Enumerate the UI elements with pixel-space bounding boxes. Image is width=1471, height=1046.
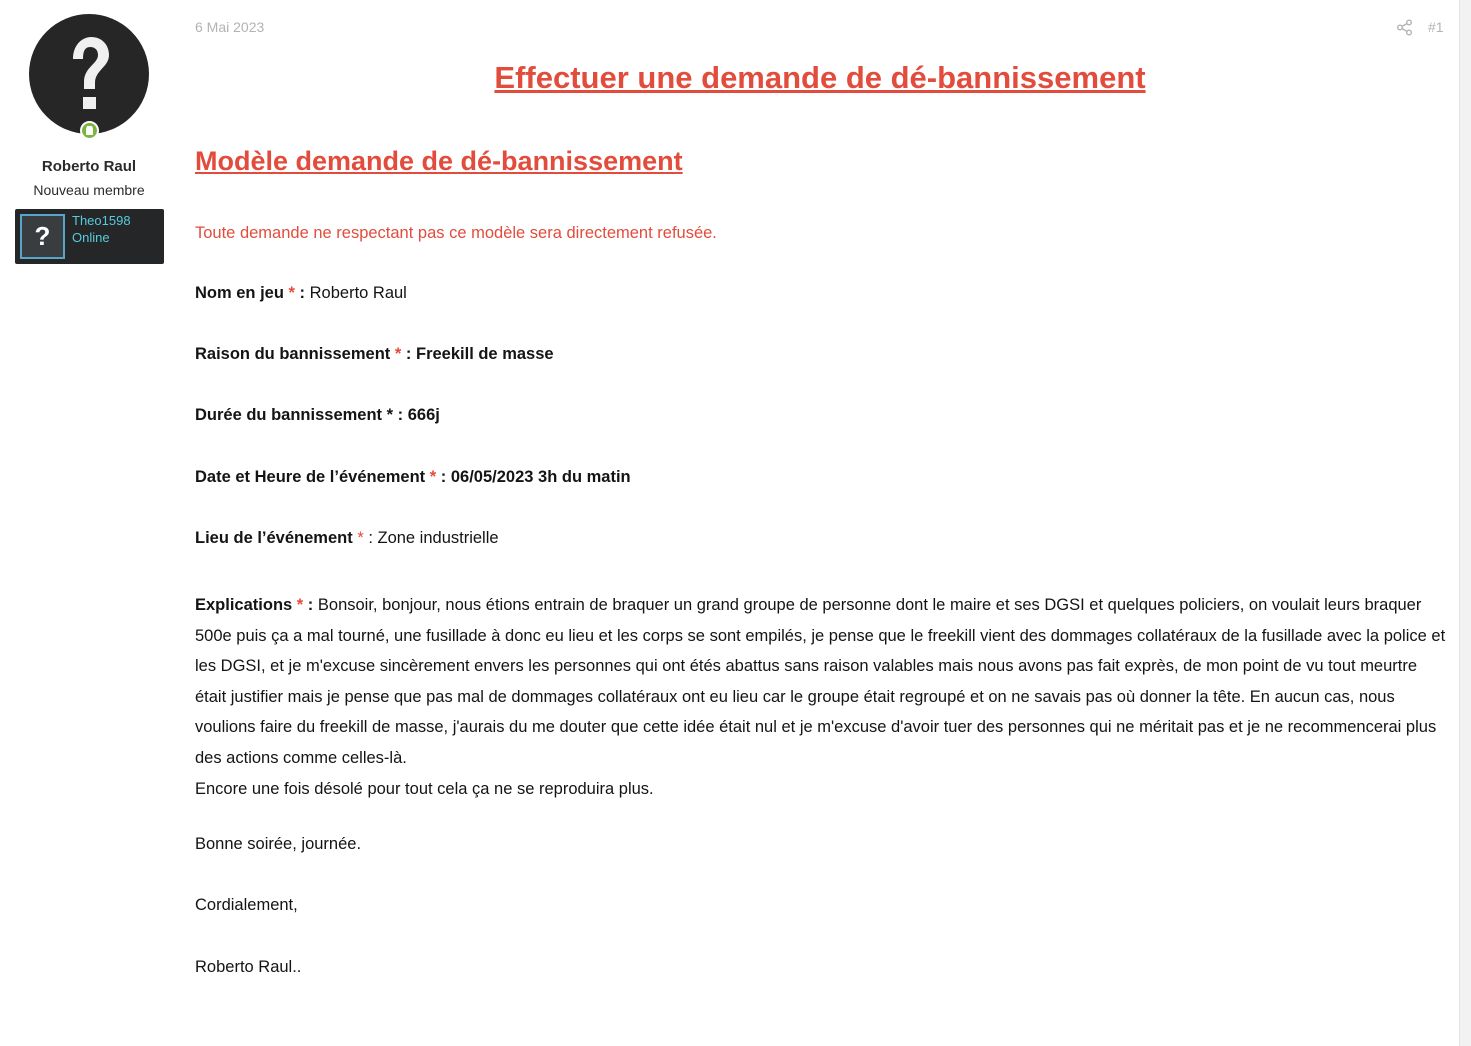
field-sep: : xyxy=(436,468,447,486)
field-label: Explications xyxy=(195,596,293,614)
post-author-sidebar xyxy=(0,0,178,1046)
scrollbar-track[interactable] xyxy=(1459,0,1471,1046)
field-explications xyxy=(195,590,1450,804)
warning-text: Toute demande ne respectant pas ce modèle sera directement refusée. xyxy=(195,224,717,242)
field-value: Roberto Raul xyxy=(305,284,407,302)
field-date xyxy=(195,468,631,487)
field-raison xyxy=(195,345,554,364)
closing-greeting: Bonne soirée, journée. xyxy=(195,835,362,853)
field-value: Freekill de masse xyxy=(411,345,554,363)
field-duree xyxy=(195,406,440,425)
closing-signature: Roberto Raul.. xyxy=(195,958,302,976)
field-label: Raison du bannissement xyxy=(195,345,391,363)
field-sep: : xyxy=(294,284,306,302)
closing-regards: Cordialement, xyxy=(195,896,298,914)
required-star: * xyxy=(296,596,304,614)
question-mark-avatar-icon xyxy=(29,14,149,134)
online-user-icon xyxy=(80,121,99,140)
steam-profile-card[interactable] xyxy=(15,209,164,264)
field-label: Date et Heure de l’événement xyxy=(195,468,426,486)
field-label: Nom en jeu xyxy=(195,284,284,302)
post-main-title: Effectuer une demande de dé-bannissement xyxy=(494,60,1146,95)
field-label: Lieu de l’événement xyxy=(195,529,353,547)
share-icon[interactable] xyxy=(1396,19,1413,36)
post-date[interactable]: 6 Mai 2023 xyxy=(195,19,265,35)
required-star: * xyxy=(394,345,402,363)
field-nom xyxy=(195,284,407,303)
field-value: 06/05/2023 3h du matin xyxy=(446,468,631,486)
avatar[interactable] xyxy=(29,14,149,134)
post-subtitle: Modèle demande de dé-bannissement xyxy=(195,146,683,176)
steam-avatar: ? xyxy=(20,214,65,259)
field-lieu xyxy=(195,529,499,548)
field-value-line2: Encore une fois désolé pour tout cela ça ne se reproduira plus. xyxy=(195,779,654,798)
steam-status: Online xyxy=(72,230,110,245)
required-star: * xyxy=(429,468,437,486)
field-value: Bonsoir, bonjour, nous étions entrain de braquer un grand groupe de personne dont le maire et ses DGSI et quelques policiers, on voulait leurs braquer 500e puis ça a mal tourné, une fusillade à donc eu lieu et les corps se sont empilés, je pense que le freekill vient des dommages collatéraux de la fusillade avec la police et les DGSI, et je m'excuse sincèrement envers les personnes qui ont étés abattus sans raison valables mais nous avons pas fait exprès, de mon point de vu tout meurtre était justifier mais je pense que pas mal de dommages collatéraux ont eu lieu car le groupe était regroupé et on ne savais pas où donner la tête. En aucun cas, nous voulions faire du freekill de masse, j'aurais du me douter que cette idée était nul et je m'excuse d'avoir tuer des personnes qui ne méritait pas et je ne recommencerai plus des actions comme celles-là. xyxy=(195,596,1446,767)
field-sep: : xyxy=(401,345,412,363)
field-sep: : xyxy=(363,529,373,547)
user-title: Nouveau membre xyxy=(33,182,145,198)
username[interactable]: Roberto Raul xyxy=(41,158,137,175)
required-star: * xyxy=(357,529,364,547)
required-star: * xyxy=(288,284,295,302)
field-sep: : xyxy=(303,596,314,614)
post-number-link[interactable]: #1 xyxy=(1428,19,1444,35)
field-value: Zone industrielle xyxy=(372,529,499,547)
field-label: Durée du bannissement * : 666j xyxy=(195,406,440,424)
steam-name: Theo1598 xyxy=(72,213,131,228)
